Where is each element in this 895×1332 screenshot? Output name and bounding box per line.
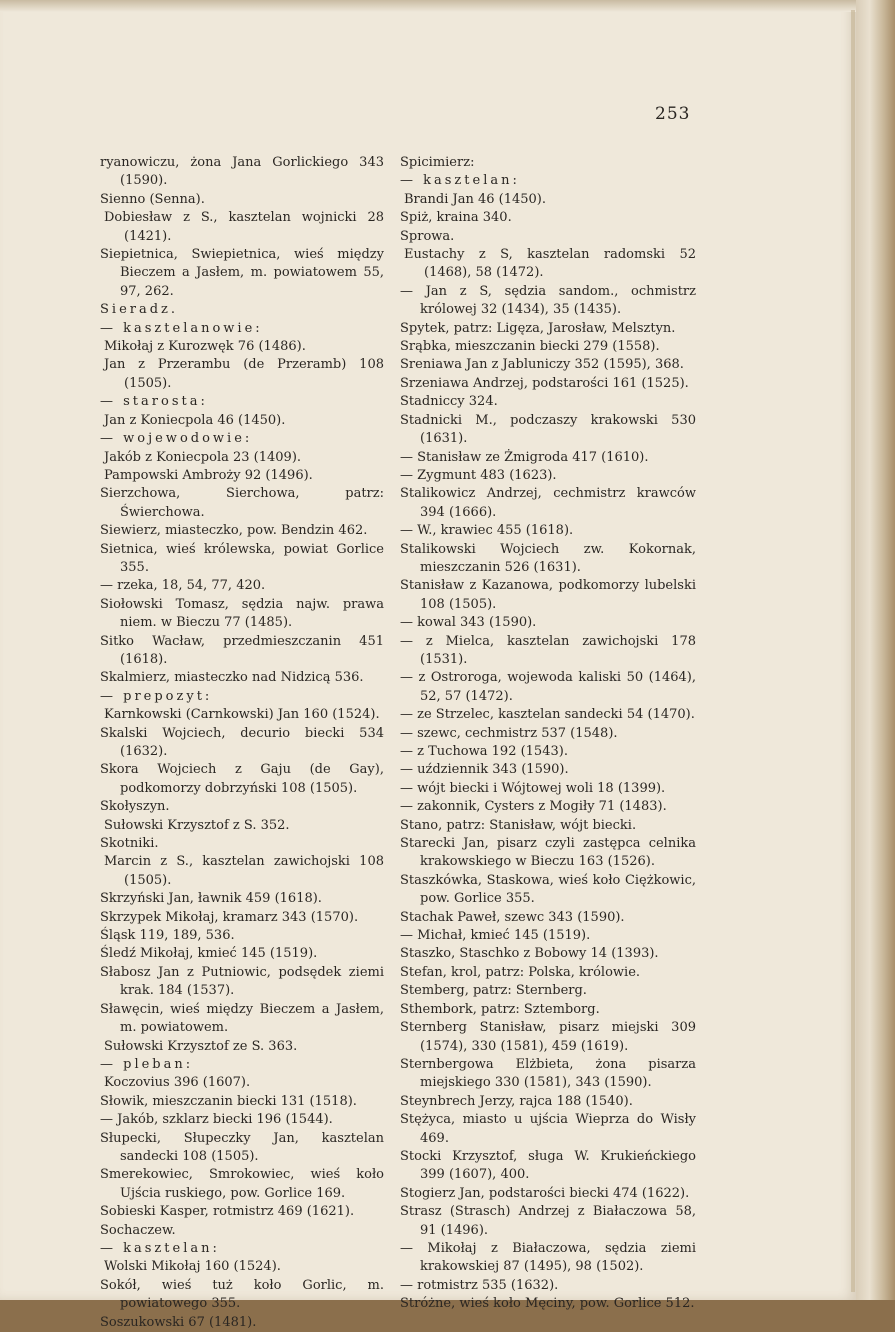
index-entry: Stocki Krzysztof, sługa W. Krukieńckiego 399 (1607), 400. <box>400 1148 696 1183</box>
page-top-shadow <box>0 0 856 12</box>
index-entry: — ze Strzelec, kasztelan sandecki 54 (1470). <box>400 707 695 723</box>
index-entry: Sieradz. <box>100 302 179 318</box>
index-entry: Skalmierz, miasteczko nad Nidzicą 536. <box>100 670 364 686</box>
index-entry: Stadnicki M., podczaszy krakowski 530 (1631). <box>400 412 696 447</box>
index-entry: Skrzyński Jan, ławnik 459 (1618). <box>100 891 322 907</box>
index-entry: Stróżne, wieś koło Męciny, pow. Gorlice 512. <box>400 1296 695 1312</box>
index-entry: Siołowski Tomasz, sędzia najw. prawa niem. w Bieczu 77 (1485). <box>100 596 384 631</box>
index-column-right <box>400 154 696 1314</box>
index-entry: Siewierz, miasteczko, pow. Bendzin 462. <box>100 523 368 539</box>
index-entry: Stalikowski Wojciech zw. Kokornak, mieszczanin 526 (1631). <box>400 541 696 575</box>
index-entry: — pleban: <box>100 1056 194 1072</box>
index-entry: Sobieski Kasper, rotmistrz 469 (1621). <box>100 1204 355 1220</box>
index-entry: Śledź Mikołaj, kmieć 145 (1519). <box>100 946 318 962</box>
index-entry: — Jakób, szklarz biecki 196 (1544). <box>100 1112 333 1128</box>
index-entry: — rzeka, 18, 54, 77, 420. <box>100 578 266 594</box>
index-entry: Stano, patrz: Stanisław, wójt biecki. <box>400 817 637 833</box>
book-edge <box>856 0 895 1300</box>
index-entry: Sietnica, wieś królewska, powiat Gorlice 355. <box>100 541 384 575</box>
index-entry: Jan z Koniecpola 46 (1450). <box>104 412 286 428</box>
index-entry: — zakonnik, Cysters z Mogiły 71 (1483). <box>400 799 667 815</box>
index-entry: Słabosz Jan z Putniowic, podsędek ziemi krak. 184 (1537). <box>100 964 384 999</box>
index-entry: Smerekowiec, Smrokowiec, wieś koło Ujścia ruskiego, pow. Gorlice 169. <box>100 1167 384 1201</box>
index-column-left <box>100 154 384 1332</box>
page-number: 253 <box>655 104 691 124</box>
index-entry: — Michał, kmieć 145 (1519). <box>400 928 591 944</box>
index-entry: Strasz (Strasch) Andrzej z Białaczowa 58, 91 (1496). <box>400 1204 696 1238</box>
index-entry: Sreniawa Jan z Jabluniczy 352 (1595), 368. <box>400 357 684 373</box>
index-entry: Srzeniawa Andrzej, podstarości 161 (1525). <box>400 375 689 391</box>
index-entry: Starecki Jan, pisarz czyli zastępca celnika krakowskiego w Bieczu 163 (1526). <box>400 836 696 870</box>
index-entry: — Zygmunt 483 (1623). <box>400 467 557 483</box>
index-entry: Siepietnica, Swiepietnica, wieś między Bieczem a Jasłem, m. powiatowem 55, 97, 262. <box>100 247 384 299</box>
index-entry: — z Tuchowa 192 (1543). <box>400 744 568 759</box>
index-entry: — wójt biecki i Wójtowej woli 18 (1399). <box>400 780 666 796</box>
index-entry: Skotniki. <box>100 836 159 852</box>
index-entry: Skora Wojciech z Gaju (de Gay), podkomorzy dobrzyński 108 (1505). <box>100 762 384 796</box>
index-entry: Spytek, patrz: Ligęza, Jarosław, Melsztyn. <box>400 320 676 336</box>
index-entry: Stemberg, patrz: Sternberg. <box>400 983 587 999</box>
index-entry: Sienno (Senna). <box>100 191 205 207</box>
index-entry: — W., krawiec 455 (1618). <box>400 523 574 539</box>
index-entry: Sochaczew. <box>100 1222 176 1238</box>
index-entry: Srąbka, mieszczanin biecki 279 (1558). <box>400 339 660 355</box>
index-entry: Soszukowski 67 (1481). <box>100 1314 257 1330</box>
index-entry: Sternbergowa Elżbieta, żona pisarza miejskiego 330 (1581), 343 (1590). <box>400 1056 696 1091</box>
index-entry: — szewc, cechmistrz 537 (1548). <box>400 725 618 741</box>
index-entry: Steynbrech Jerzy, rajca 188 (1540). <box>400 1093 633 1109</box>
index-entry: Sprowa. <box>400 228 455 244</box>
index-entry: Sthembork, patrz: Sztemborg. <box>400 1001 600 1017</box>
index-entry: — wojewodowie: <box>100 431 253 447</box>
index-entry: — uździennik 343 (1590). <box>400 762 569 778</box>
index-entry: Wolski Mikołaj 160 (1524). <box>104 1259 281 1275</box>
index-entry: — z Ostroroga, wojewoda kaliski 50 (1464), 52, 57 (1472). <box>400 670 696 704</box>
index-entry: — Jan z S, sędzia sandom., ochmistrz królowej 32 (1434), 35 (1435). <box>400 283 696 318</box>
index-entry: Jakób z Koniecpola 23 (1409). <box>104 449 302 465</box>
index-entry: Sokół, wieś tuż koło Gorlic, m. powiatowego 355. <box>100 1277 384 1312</box>
index-entry: — Stanisław ze Żmigroda 417 (1610). <box>400 449 649 465</box>
index-entry: Dobiesław z S., kasztelan wojnicki 28 (1421). <box>104 210 384 244</box>
index-entry: Sierzchowa, Sierchowa, patrz: Świerchowa. <box>100 486 384 520</box>
index-entry: Sułowski Krzysztof ze S. 363. <box>104 1038 298 1054</box>
index-entry: Słupecki, Słupeczky Jan, kasztelan sandecki 108 (1505). <box>100 1130 384 1164</box>
index-entry: ryanowiczu, żona Jana Gorlickiego 343 (1590). <box>100 155 384 189</box>
index-entry: Karnkowski (Carnkowski) Jan 160 (1524). <box>104 707 380 723</box>
index-entry: Spicimierz: <box>400 155 475 170</box>
index-entry: Eustachy z S, kasztelan radomski 52 (1468), 58 (1472). <box>404 247 696 281</box>
index-entry: Stanisław z Kazanowa, podkomorzy lubelski 108 (1505). <box>400 578 696 612</box>
index-entry: — Mikołaj z Białaczowa, sędzia ziemi krakowskiej 87 (1495), 98 (1502). <box>400 1240 696 1275</box>
page-fold-line <box>851 10 855 1292</box>
index-entry: Staszko, Staschko z Bobowy 14 (1393). <box>400 946 659 962</box>
index-entry: Stefan, krol, patrz: Polska, królowie. <box>400 964 641 980</box>
index-entry: Stogierz Jan, podstarości biecki 474 (1622). <box>400 1185 690 1201</box>
index-entry: Spiż, kraina 340. <box>400 210 512 226</box>
index-entry: Skalski Wojciech, decurio biecki 534 (1632). <box>100 725 384 759</box>
index-entry: Stachak Paweł, szewc 343 (1590). <box>400 909 625 925</box>
index-entry: — rotmistrz 535 (1632). <box>400 1277 559 1293</box>
index-entry: Staszkówka, Staskowa, wieś koło Ciężkowic, pow. Gorlice 355. <box>400 872 696 907</box>
index-entry: — kasztelan: <box>100 1240 220 1256</box>
index-entry: Stężyca, miasto u ujścia Wieprza do Wisły 469. <box>400 1112 696 1146</box>
index-entry: Koczovius 396 (1607). <box>104 1075 251 1091</box>
index-entry: Stadniccy 324. <box>400 394 498 410</box>
index-entry: — kasztelan: <box>400 173 520 189</box>
index-entry: Skrzypek Mikołaj, kramarz 343 (1570). <box>100 909 359 925</box>
index-entry: — kasztelanowie: <box>100 320 263 336</box>
index-entry: Śląsk 119, 189, 536. <box>100 928 235 944</box>
index-entry: Skołyszyn. <box>100 799 170 815</box>
index-entry: Mikołaj z Kurozwęk 76 (1486). <box>104 339 306 355</box>
index-entry: — prepozyt: <box>100 688 213 704</box>
index-entry: Stalikowicz Andrzej, cechmistrz krawców 394 (1666). <box>400 486 696 520</box>
index-entry: — kowal 343 (1590). <box>400 615 537 631</box>
index-entry: Sułowski Krzysztof z S. 352. <box>104 817 290 833</box>
index-entry: Jan z Przerambu (de Przeramb) 108 (1505). <box>104 357 384 391</box>
index-entry: Marcin z S., kasztelan zawichojski 108 (1505). <box>104 854 384 888</box>
index-entry: — z Mielca, kasztelan zawichojski 178 (1531). <box>400 633 696 667</box>
index-entry: Pampowski Ambroży 92 (1496). <box>104 467 313 483</box>
index-entry: Sternberg Stanisław, pisarz miejski 309 (1574), 330 (1581), 459 (1619). <box>400 1020 696 1054</box>
index-entry: Sławęcin, wieś między Bieczem a Jasłem, m. powiatowem. <box>100 1001 384 1036</box>
index-entry: — starosta: <box>100 394 208 410</box>
index-entry: Sitko Wacław, przedmieszczanin 451 (1618). <box>100 633 384 667</box>
index-entry: Brandi Jan 46 (1450). <box>404 191 547 207</box>
index-entry: Słowik, mieszczanin biecki 131 (1518). <box>100 1093 357 1109</box>
